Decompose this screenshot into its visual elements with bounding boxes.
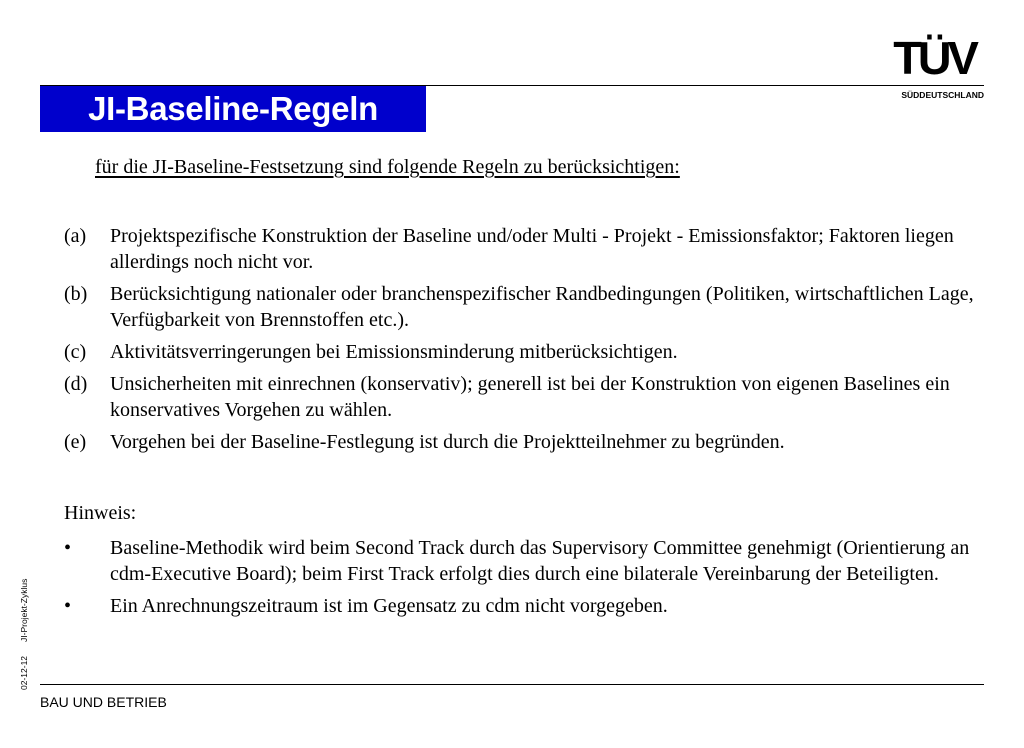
rule-text: Vorgehen bei der Baseline-Festlegung ist durch die Projektteilnehmer zu begründen. [110, 431, 785, 453]
logo-subtitle: SÜDDEUTSCHLAND [901, 90, 984, 100]
bullet-text: Baseline-Methodik wird beim Second Track durch das Supervisory Committee genehmigt (Orientierung an cdm-Executive Board); beim First Track erfolgt dies durch eine bilaterale Vereinbarung der Beteiligten. [110, 537, 970, 585]
note-heading: Hinweis: [64, 502, 137, 524]
title-banner [40, 86, 426, 132]
rule-label: (a) [64, 225, 87, 247]
rule-text: Projektspezifische Konstruktion der Baseline und/oder Multi - Projekt - Emissionsfaktor; Faktoren liegen allerdings noch nicht vor. [110, 225, 954, 273]
rule-label: (c) [64, 341, 87, 363]
rule-item [64, 371, 974, 423]
bottom-divider [40, 684, 984, 685]
note-bullet-list [64, 535, 974, 625]
rule-text: Aktivitätsverringerungen bei Emissionsminderung mitberücksichtigen. [110, 341, 678, 363]
rule-item [64, 339, 974, 365]
bullet-item [64, 593, 974, 619]
side-caption [19, 565, 29, 690]
subtitle: für die JI-Baseline-Festsetzung sind folgende Regeln zu berücksichtigen: [95, 156, 680, 178]
rule-label: (b) [64, 283, 88, 305]
side-label: JI-Projekt-Zyklus [19, 578, 29, 642]
rules-list [64, 223, 974, 461]
rule-item [64, 223, 974, 275]
rule-text: Berücksichtigung nationaler oder branchenspezifischer Randbedingungen (Politiken, wirtschaftlichen Lage, Verfügbarkeit von Brennstoffen etc.). [110, 283, 974, 331]
page-title: JI-Baseline-Regeln [88, 90, 378, 127]
rule-item [64, 429, 974, 455]
logo-mark: TÜV [893, 32, 975, 84]
side-date: 02-12-12 [19, 655, 29, 690]
rule-text: Unsicherheiten mit einrechnen (konservativ); generell ist bei der Konstruktion von eigenen Baselines ein konservatives Vorgehen zu wählen. [110, 373, 950, 421]
bullet-text: Ein Anrechnungszeitraum ist im Gegensatz zu cdm nicht vorgegeben. [110, 595, 668, 617]
bullet-marker: • [64, 537, 72, 559]
bullet-marker: • [64, 595, 72, 617]
rule-label: (e) [64, 431, 87, 453]
footer-text: BAU UND BETRIEB [40, 694, 167, 710]
bullet-item [64, 535, 974, 587]
rule-item [64, 281, 974, 333]
tuv-logo [884, 32, 984, 100]
rule-label: (d) [64, 373, 88, 395]
